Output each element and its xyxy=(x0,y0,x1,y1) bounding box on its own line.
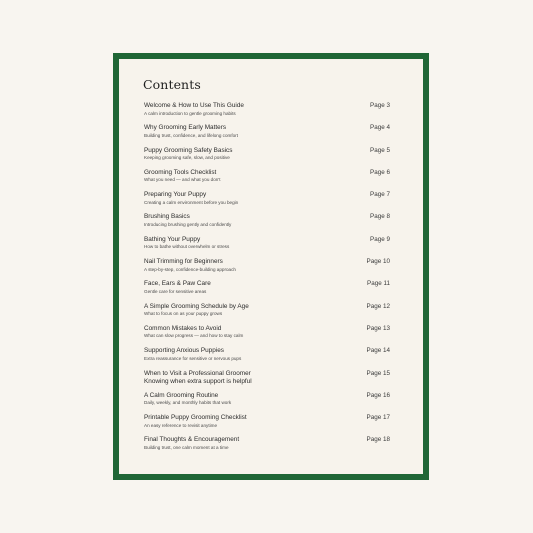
toc-entry-page-number: Page 8 xyxy=(370,213,390,221)
toc-entry-page-number: Page 12 xyxy=(366,302,390,310)
toc-entry-subtitle: Daily, weekly, and monthly habits that work xyxy=(144,400,232,406)
toc-entry-title: Printable Puppy Grooming Checklist xyxy=(144,414,247,422)
toc-entry-title: Preparing Your Puppy xyxy=(144,191,207,199)
toc-entry-subtitle: Building trust, one calm moment at a time xyxy=(144,444,229,450)
toc-entry-page-number: Page 6 xyxy=(370,168,390,176)
toc-entry-title: Why Grooming Early Matters xyxy=(144,124,227,132)
toc-entry-title: Nail Trimming for Beginners xyxy=(144,258,223,266)
toc-entry-subtitle: What can slow progress — and how to stay calm xyxy=(144,333,244,339)
toc-entry-page-number: Page 5 xyxy=(370,146,390,154)
toc-entry xyxy=(144,303,390,325)
toc-entry-title: When to Visit a Professional Groomer xyxy=(144,369,251,377)
toc-entry xyxy=(144,213,390,235)
toc-entry xyxy=(144,370,390,392)
toc-entry-title: Brushing Basics xyxy=(144,213,190,221)
toc-entry-title: A Calm Grooming Routine xyxy=(144,391,219,399)
toc-entry-subtitle: Knowing when extra support is helpful xyxy=(144,378,252,386)
toc-entry-subtitle: An easy reference to revisit anytime xyxy=(144,422,218,428)
toc-entry xyxy=(144,280,390,302)
toc-entry-title: Puppy Grooming Safety Basics xyxy=(144,146,233,154)
toc-entry-subtitle: Keeping grooming safe, slow, and positive xyxy=(144,155,230,161)
toc-entry-title: Face, Ears & Paw Care xyxy=(144,280,211,288)
toc-entry-subtitle: Building trust, confidence, and lifelong comfort xyxy=(144,132,238,138)
toc-entry xyxy=(144,191,390,213)
toc-entry-title: Bathing Your Puppy xyxy=(144,235,201,243)
toc-entry xyxy=(144,347,390,369)
toc-entry-page-number: Page 16 xyxy=(366,391,390,399)
toc-entry-page-number: Page 10 xyxy=(366,258,390,266)
toc-entry xyxy=(144,436,390,458)
toc-entry xyxy=(144,124,390,146)
toc-list xyxy=(144,102,390,459)
toc-entry-title: Supporting Anxious Puppies xyxy=(144,347,224,355)
toc-entry-subtitle: How to bathe without overwhelm or stress xyxy=(144,244,230,250)
toc-entry-title: A Simple Grooming Schedule by Age xyxy=(144,302,249,310)
toc-entry-title: Grooming Tools Checklist xyxy=(144,168,217,176)
toc-entry-subtitle: Introducing brushing gently and confidently xyxy=(144,221,232,227)
toc-entry-page-number: Page 7 xyxy=(370,191,390,199)
toc-entry xyxy=(144,169,390,191)
toc-entry-page-number: Page 4 xyxy=(370,124,390,132)
toc-entry-page-number: Page 13 xyxy=(366,324,390,332)
toc-entry-title: Common Mistakes to Avoid xyxy=(144,324,222,332)
toc-entry-title: Welcome & How to Use This Guide xyxy=(144,102,244,109)
toc-entry xyxy=(144,325,390,347)
toc-entry xyxy=(144,258,390,280)
toc-entry xyxy=(144,102,390,124)
toc-entry-page-number: Page 11 xyxy=(367,280,390,288)
toc-entry xyxy=(144,414,390,436)
toc-entry-page-number: Page 15 xyxy=(366,369,390,377)
toc-entry-subtitle: A calm introduction to gentle grooming habits xyxy=(144,110,236,116)
toc-entry-subtitle: A step-by-step, confidence-building approach xyxy=(144,266,236,272)
toc-entry-title: Final Thoughts & Encouragement xyxy=(144,436,240,444)
toc-entry-subtitle: What to focus on as your puppy grows xyxy=(144,311,223,317)
toc-entry-subtitle: Creating a calm environment before you begin xyxy=(144,199,239,205)
toc-entry-page-number: Page 9 xyxy=(370,235,390,243)
toc-entry-subtitle: Gentle care for sensitive areas xyxy=(144,288,207,294)
toc-entry xyxy=(144,236,390,258)
toc-entry xyxy=(144,147,390,169)
toc-entry xyxy=(144,392,390,414)
toc-entry-page-number: Page 18 xyxy=(366,436,390,444)
toc-entry-subtitle: What you need — and what you don't xyxy=(144,177,221,183)
toc-entry-page-number: Page 3 xyxy=(370,102,390,109)
toc-entry-subtitle: Extra reassurance for sensitive or nervous pups xyxy=(144,355,242,361)
contents-page xyxy=(113,53,429,480)
toc-entry-page-number: Page 17 xyxy=(366,414,390,422)
page-title: Contents xyxy=(143,77,201,92)
toc-entry-page-number: Page 14 xyxy=(366,347,390,355)
